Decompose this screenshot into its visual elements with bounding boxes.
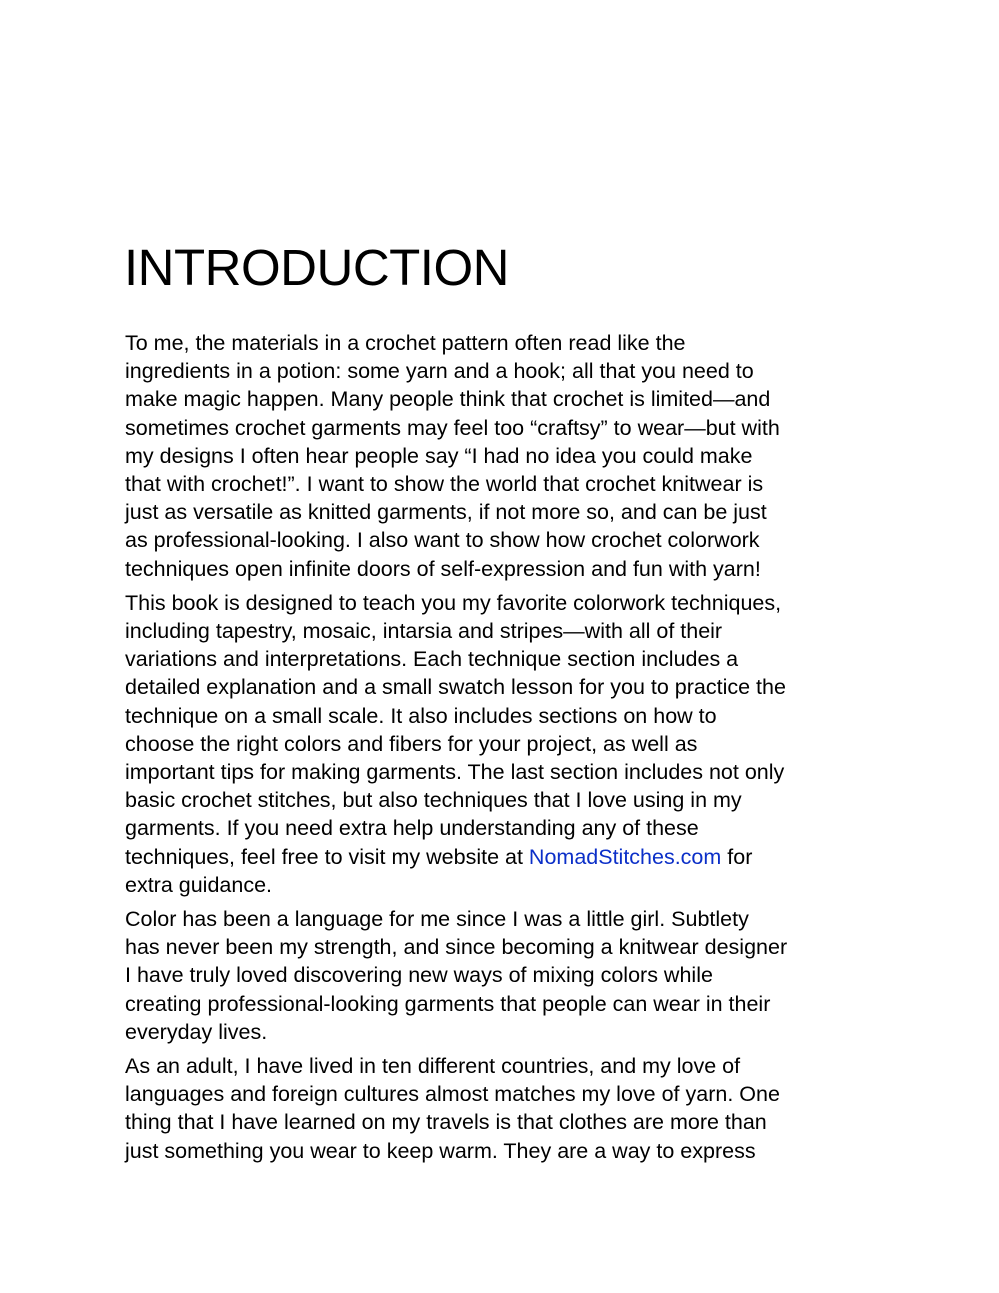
text-fragment: for [721, 844, 753, 869]
paragraph-2 [125, 589, 895, 899]
text-line: To me, the materials in a crochet pattern often read like the [125, 331, 686, 355]
paragraph-1 [125, 329, 895, 583]
paragraph-3 [125, 905, 895, 1046]
text-line: sometimes crochet garments may feel too “craftsy” to wear—but with [125, 415, 780, 440]
text-line: my designs I often hear people say “I had no idea you could make [125, 443, 753, 468]
text-line: technique on a small scale. It also includes sections on how to [125, 703, 717, 728]
text-fragment: techniques, feel free to visit my website at [125, 844, 529, 869]
body-text [125, 329, 895, 1171]
text-line: thing that I have learned on my travels is that clothes are more than [125, 1110, 767, 1135]
text-line: including tapestry, mosaic, intarsia and stripes—with all of their [125, 619, 723, 644]
paragraph-4 [125, 1052, 895, 1165]
text-line: ingredients in a potion: some yarn and a hook; all that you need to [125, 359, 754, 384]
text-line: Color has been a language for me since I was a little girl. Subtlety [125, 907, 749, 932]
website-link[interactable]: NomadStitches.com [528, 844, 722, 869]
text-line-with-link [125, 843, 895, 871]
text-line: techniques open infinite doors of self-expression and fun with yarn! [125, 556, 761, 581]
text-line: variations and interpretations. Each technique section includes a [125, 647, 739, 672]
page-title: INTRODUCTION [124, 239, 509, 296]
text-line: garments. If you need extra help understanding any of these [125, 816, 699, 841]
text-line: languages and foreign cultures almost matches my love of yarn. One [125, 1082, 780, 1107]
text-line: make magic happen. Many people think that crochet is limited—and [125, 387, 771, 412]
text-line: extra guidance. [125, 872, 273, 897]
text-line: This book is designed to teach you my favorite colorwork techniques, [125, 590, 782, 615]
text-line: choose the right colors and fibers for your project, as well as [125, 731, 698, 756]
text-line: just something you wear to keep warm. They are a way to express [125, 1138, 756, 1163]
text-line: important tips for making garments. The last section includes not only [125, 760, 785, 785]
text-line: creating professional-looking garments that people can wear in their [125, 991, 771, 1016]
text-line: As an adult, I have lived in ten different countries, and my love of [125, 1054, 741, 1079]
text-line: just as versatile as knitted garments, if not more so, and can be just [125, 500, 767, 525]
text-line: has never been my strength, and since becoming a knitwear designer [125, 935, 788, 960]
text-line: basic crochet stitches, but also techniques that I love using in my [125, 788, 742, 813]
text-line: as professional-looking. I also want to show how crochet colorwork [125, 528, 760, 553]
text-line: detailed explanation and a small swatch lesson for you to practice the [125, 675, 786, 700]
text-line: I have truly loved discovering new ways of mixing colors while [125, 963, 713, 988]
text-line: that with crochet!”. I want to show the world that crochet knitwear is [125, 472, 764, 497]
text-line: everyday lives. [125, 1019, 268, 1044]
